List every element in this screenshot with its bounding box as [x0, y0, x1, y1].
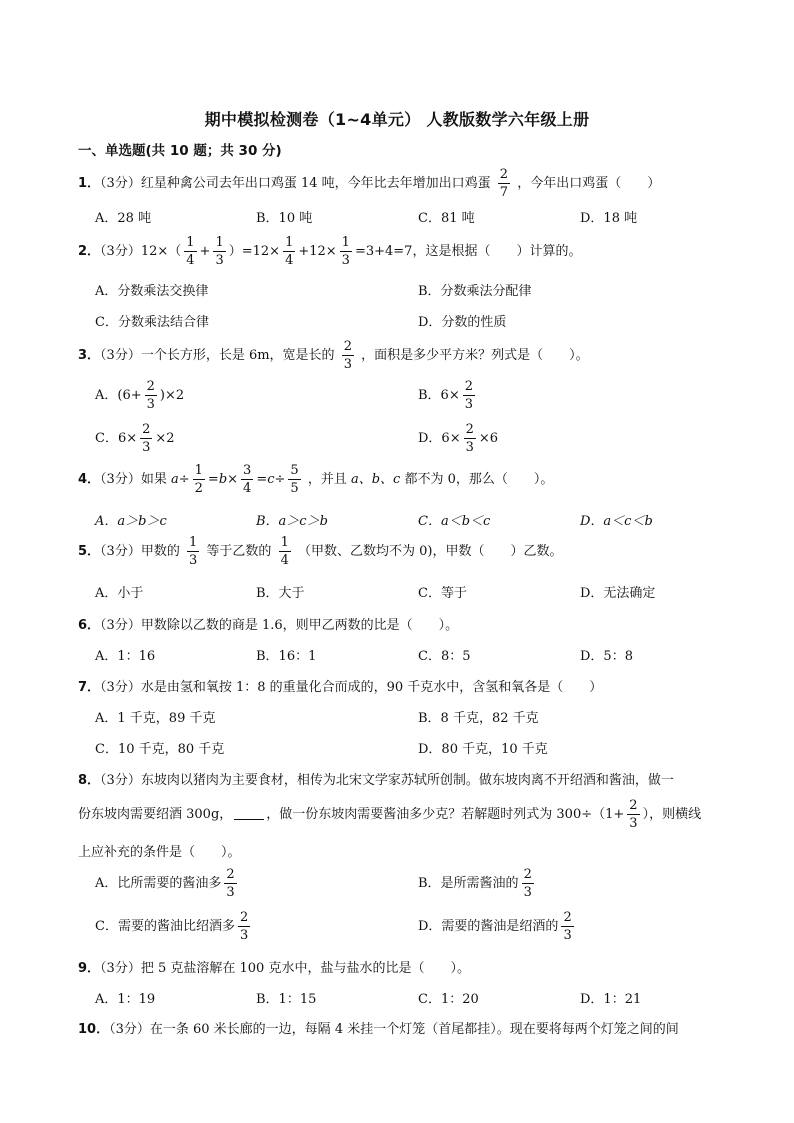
option-b[interactable]: [418, 868, 537, 899]
section-heading: 一、单选题(共 10 题；共 30 分): [78, 143, 282, 159]
option-label: A．(6+: [95, 388, 142, 403]
fraction: $\frac{2}{3}$: [629, 798, 638, 831]
question-2: [78, 236, 581, 267]
fraction: $\frac{1}{4}$: [280, 535, 289, 568]
option-label: A．比所需要的酱油多: [95, 876, 222, 891]
expression-part: =b×: [207, 472, 239, 487]
option-c[interactable]: C．10 千克，80 千克: [95, 742, 225, 757]
question-text: 水是由氢和氧按 1：8 的重量化合而成的，90 千克水中，含氢和氧各是（ ）: [140, 680, 603, 695]
question-score: （3分）: [100, 618, 141, 633]
question-number: 4．: [78, 472, 101, 487]
option-label: ×2: [155, 431, 175, 446]
expression-part: =3+4=7，这是根据（ ）计算的。: [354, 244, 582, 259]
question-text: 等于乙数的: [206, 544, 272, 559]
fraction: $\frac{3}{4}$: [243, 463, 252, 496]
option-d[interactable]: [418, 423, 498, 454]
option-d[interactable]: D．a＜c＜b: [580, 514, 653, 529]
fraction: $\frac{2}{3}$: [146, 379, 155, 412]
option-c[interactable]: C．8：5: [418, 649, 471, 664]
fraction: $\frac{2}{3}$: [226, 867, 235, 900]
expression-part: =c÷: [256, 472, 286, 487]
question-score: （3分）: [100, 680, 141, 695]
question-number: 7．: [78, 680, 101, 695]
expression-part: +12×: [298, 244, 337, 259]
question-8-line-3: [78, 841, 241, 860]
option-label: ×6: [478, 431, 499, 446]
question-text: ，并且: [307, 472, 347, 487]
expression-part: 12×（: [140, 244, 182, 259]
question-text: ，做一份东坡肉需要酱油多少克？若解题时列式为 300÷（1+: [266, 807, 625, 822]
option-b[interactable]: B．8 千克，82 千克: [418, 711, 539, 726]
question-text: 上应补充的条件是（ ）。: [78, 845, 241, 860]
question-text: 份东坡肉需要绍酒 300g，: [78, 807, 233, 822]
option-c[interactable]: C．分数乘法结合律: [95, 315, 209, 330]
question-8: [78, 769, 674, 788]
fraction: $\frac{1}{4}$: [285, 235, 294, 268]
option-label: )×2: [159, 388, 185, 403]
option-b[interactable]: [418, 380, 478, 411]
question-4: [78, 464, 553, 495]
fraction: $\frac{1}{4}$: [186, 235, 195, 268]
question-number: 3．: [78, 348, 101, 363]
fraction: $\frac{2}{3}$: [523, 867, 532, 900]
question-text: 红星种禽公司去年出口鸡蛋 14 吨，今年比去年增加出口鸡蛋: [140, 176, 491, 191]
option-label: D．需要的酱油是绍酒的: [418, 919, 559, 934]
question-text: 都不为 0，那么（ ）。: [404, 472, 554, 487]
question-score: （3分）: [100, 544, 141, 559]
question-score: （3分）: [109, 1022, 150, 1037]
option-c[interactable]: C．等于: [418, 586, 467, 601]
fraction: $\frac{2}{3}$: [563, 910, 572, 943]
page-title: 期中模拟检测卷（1~4单元） 人教版数学六年级上册: [204, 110, 590, 129]
fraction: $\frac{2}{7}$: [499, 167, 509, 200]
fraction: $\frac{2}{3}$: [343, 339, 352, 372]
option-a[interactable]: A．a＞b＞c: [95, 514, 167, 529]
fraction: $\frac{2}{3}$: [142, 422, 151, 455]
fraction: $\frac{2}{3}$: [465, 422, 474, 455]
option-a[interactable]: A．1：16: [95, 649, 156, 664]
fraction: $\frac{1}{2}$: [194, 463, 203, 496]
question-number: 5．: [78, 544, 101, 559]
question-text: 如果: [140, 472, 167, 487]
option-a[interactable]: [95, 380, 184, 411]
question-text: 甲数的: [140, 544, 180, 559]
question-number: 8．: [78, 773, 101, 788]
question-number: 2．: [78, 244, 101, 259]
option-d[interactable]: D．5：8: [580, 649, 633, 664]
expression-part: ）=12×: [228, 244, 281, 259]
question-score: （3分）: [100, 348, 141, 363]
fraction: $\frac{1}{3}$: [215, 235, 224, 268]
option-d[interactable]: [418, 911, 577, 942]
option-label: B．是所需酱油的: [418, 876, 519, 891]
option-a[interactable]: [95, 868, 240, 899]
fraction: $\frac{1}{3}$: [341, 235, 350, 268]
option-b[interactable]: B．10 吨: [256, 211, 313, 226]
fraction: $\frac{2}{3}$: [239, 910, 249, 943]
question-1: [78, 168, 660, 199]
option-d[interactable]: D．1：21: [580, 992, 642, 1007]
question-10: [78, 1018, 679, 1037]
question-score: （3分）: [100, 176, 141, 191]
option-c[interactable]: C．a＜b＜c: [418, 514, 491, 529]
question-text: ），则横线: [642, 807, 702, 822]
question-6: [78, 614, 458, 633]
question-text: 把 5 克盐溶解在 100 克水中，盐与盐水的比是（ ）。: [140, 961, 470, 976]
expression-part: +: [199, 244, 211, 259]
answer-blank[interactable]: [234, 819, 264, 820]
question-text: （甲数、乙数均不为 0)，甲数（ ）乙数。: [297, 544, 563, 559]
question-9: [78, 957, 470, 976]
option-d[interactable]: D．18 吨: [580, 211, 638, 226]
fraction: $\frac{5}{5}$: [290, 463, 299, 496]
option-b[interactable]: B．1：15: [256, 992, 317, 1007]
option-c[interactable]: C．1：20: [418, 992, 479, 1007]
question-text: 甲数除以乙数的商是 1.6，则甲乙两数的比是（ ）。: [140, 618, 459, 633]
question-5: [78, 536, 562, 567]
option-c[interactable]: [95, 911, 253, 942]
option-c[interactable]: C．81 吨: [418, 211, 475, 226]
option-label: C．6×: [95, 431, 138, 446]
question-text: 一个长方形，长是 6m，宽是长的: [140, 348, 335, 363]
question-text: ，今年出口鸡蛋（ ）: [517, 176, 661, 191]
option-c[interactable]: [95, 423, 175, 454]
option-a[interactable]: A．小于: [95, 586, 144, 601]
option-b[interactable]: B．a＞c＞b: [256, 514, 328, 529]
option-label: B．6×: [418, 388, 460, 403]
fraction: $\frac{1}{3}$: [188, 535, 198, 568]
option-b[interactable]: B．16：1: [256, 649, 317, 664]
question-7: [78, 676, 602, 695]
fraction: $\frac{2}{3}$: [464, 379, 473, 412]
option-a[interactable]: A．28 吨: [95, 211, 152, 226]
question-number: 10．: [78, 1022, 110, 1037]
option-d[interactable]: D．分数的性质: [418, 315, 507, 330]
option-label: D．6×: [418, 431, 461, 446]
question-text: 东坡肉以猪肉为主要食材，相传为北宋文学家苏轼所创制。做东坡肉离不开绍酒和酱油，做一: [140, 773, 674, 788]
option-d[interactable]: D．80 千克，10 千克: [418, 742, 548, 757]
question-score: （3分）: [100, 244, 141, 259]
option-a[interactable]: A．分数乘法交换律: [95, 284, 209, 299]
option-label: C．需要的酱油比绍酒多: [95, 919, 235, 934]
variables: a、b、c: [350, 472, 401, 487]
option-d[interactable]: D．无法确定: [580, 586, 656, 601]
question-8-line-2: [78, 799, 701, 830]
option-b[interactable]: B．分数乘法分配律: [418, 284, 532, 299]
question-3: [78, 340, 589, 371]
expression-part: a÷: [170, 472, 190, 487]
question-text: 在一条 60 米长廊的一边，每隔 4 米挂一个灯笼（首尾都挂）。现在要将每两个灯笼之间的间: [149, 1022, 679, 1037]
option-a[interactable]: A．1：19: [95, 992, 156, 1007]
question-score: （3分）: [100, 773, 141, 788]
question-score: （3分）: [100, 472, 141, 487]
question-number: 1．: [78, 176, 101, 191]
option-b[interactable]: B．大于: [256, 586, 305, 601]
question-number: 6．: [78, 618, 101, 633]
question-number: 9．: [78, 961, 101, 976]
question-score: （3分）: [100, 961, 141, 976]
question-text: ，面积是多少平方米？列式是（ ）。: [361, 348, 589, 363]
option-a[interactable]: A．1 千克，89 千克: [95, 711, 216, 726]
